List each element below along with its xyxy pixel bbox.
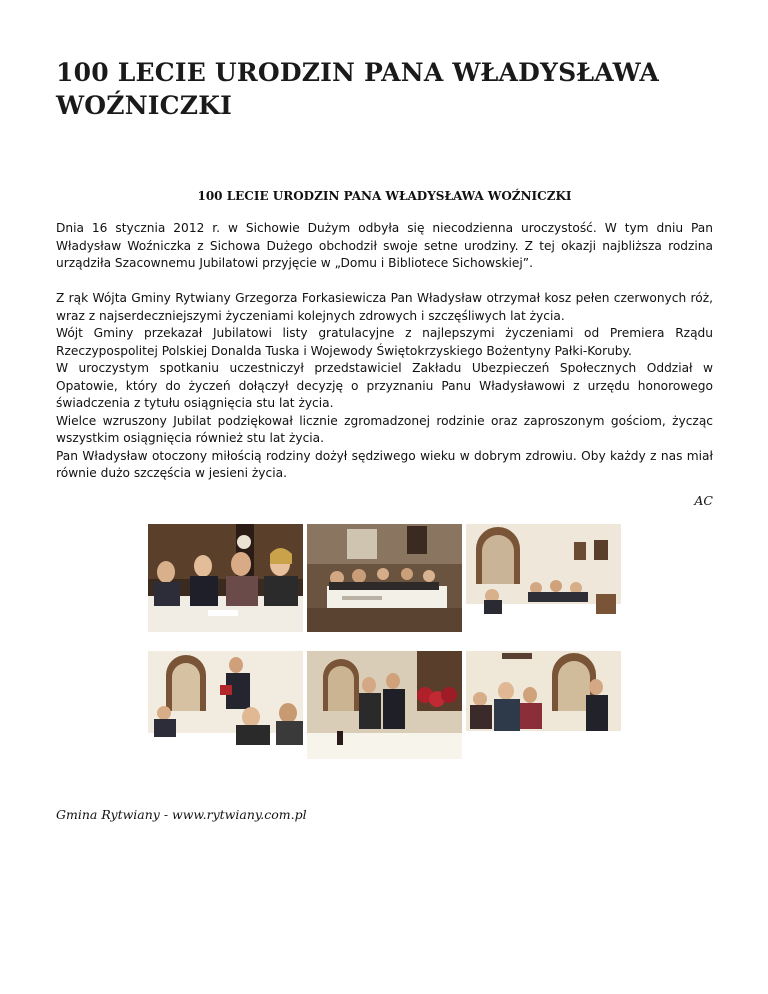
paragraph-line-letters: Wójt Gminy przekazał Jubilatowi listy gratulacyjne z najlepszymi życzeniami od Premiera Rządu Rzeczypospolitej Polskiej Donalda Tuska i Wojewody Świętokrzyskiego Bożentyny Pałki-Koruby. [56, 326, 713, 358]
photo-flowers-presentation[interactable] [307, 651, 462, 759]
photo-dining-room[interactable] [466, 524, 621, 632]
article-subtitle: 100 LECIE URODZIN PANA WŁADYSŁAWA WOŹNICZKI [197, 189, 572, 203]
footer-source: Gmina Rytwiany - www.rytwiany.com.pl [56, 807, 307, 822]
paragraph-line-thanks: Wielce wzruszony Jubilat podziękował licznie zgromadzonej rodzinie oraz zaproszonym gościom, życząc wszystkim osiągnięcia również stu lat życia. [56, 413, 713, 445]
paragraph-intro [56, 220, 713, 273]
photo-guests-seated[interactable] [148, 524, 303, 632]
paragraph-body [56, 290, 713, 483]
photo-speech-reading[interactable] [148, 651, 303, 759]
page-title: 100 LECIE URODZIN PANA WŁADYSŁAWA WOŹNICZKI [56, 58, 659, 120]
photo-hall-tables[interactable] [307, 524, 462, 632]
photo-group-standing[interactable] [466, 651, 621, 759]
author-signature: AC [694, 493, 713, 508]
paragraph-line-zus: W uroczystym spotkaniu uczestniczył przedstawiciel Zakładu Ubezpieczeń Społecznych Oddział w Opatowie, który do życzeń dołączył decyzję o przyznaniu Panu Władysławowi z urzędu honorowego świadczenia z tytułu osiągnięcia stu lat życia. [56, 361, 713, 410]
paragraph-line-roses: Z rąk Wójta Gminy Rytwiany Grzegorza Forkasiewicza Pan Władysław otrzymał kosz pełen czerwonych róż, wraz z najserdeczniejszymi życzeniami kolejnych zdrowych i szczęśliwych lat życia. [56, 291, 713, 323]
paragraph-intro-text: Dnia 16 stycznia 2012 r. w Sichowie Dużym odbyła się niecodzienna uroczystość. W tym dniu Pan Władysław Woźniczka z Sichowa Dużego obchodził swoje setne urodziny. Z tej okazji najbliższa rodzina urządziła Szacownemu Jubilatowi przyjęcie w „Domu i Bibliotece Sichowskiej”. [56, 221, 713, 270]
paragraph-line-wishes: Pan Władysław otoczony miłością rodziny dożył sędziwego wieku w dobrym zdrowiu. Oby każdy z nas miał równie dużo szczęścia w jesieni życia. [56, 448, 713, 480]
